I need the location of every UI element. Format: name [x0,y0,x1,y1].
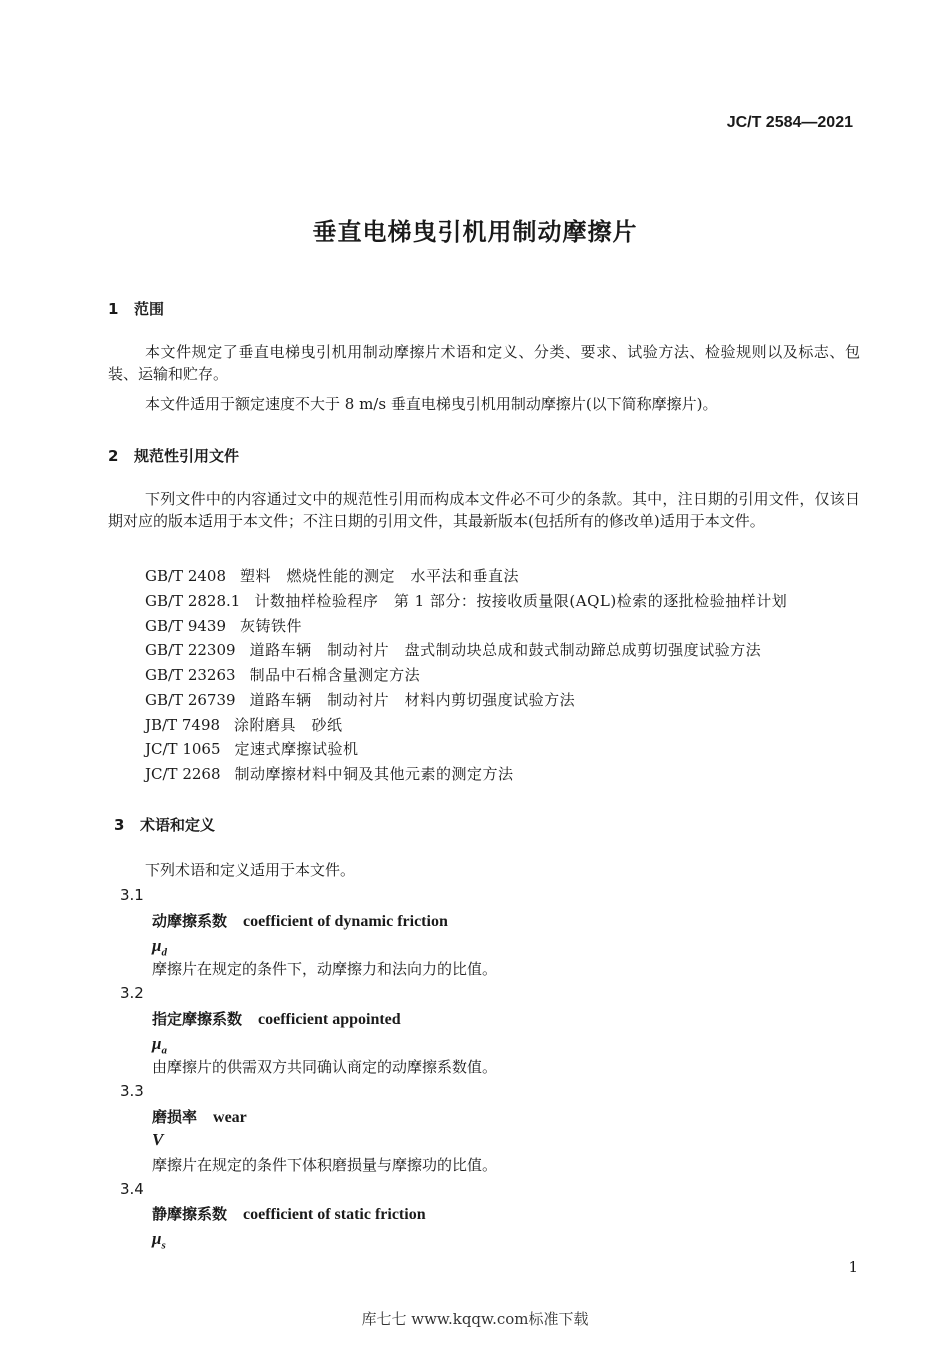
scope-paragraph-2: 本文件适用于额定速度不大于 8 m/s 垂直电梯曳引机用制动摩擦片(以下简称摩擦片)。 [145,395,718,413]
reference-item [145,689,575,710]
term-definition: 摩擦片在规定的条件下，动摩擦力和法向力的比值。 [152,960,498,978]
clause-number: 3.4 [120,1180,144,1198]
section-title: 范围 [134,300,165,318]
section-number: 2 [108,447,119,465]
reference-code: GB/T 2828.1 [145,592,241,610]
term-en: coefficient appointed [258,1011,401,1028]
document-title: 垂直电梯曳引机用制动摩擦片 [312,218,638,246]
reference-title: 灰铸铁件 [240,617,303,635]
reference-item [145,664,420,685]
symbol-base: μ [152,1034,162,1053]
term-definition: 摩擦片在规定的条件下体积磨损量与摩擦功的比值。 [152,1156,498,1174]
reference-code: JC/T 1065 [145,740,221,758]
reference-code: GB/T 22309 [145,641,236,659]
term-zh: 静摩擦系数 [152,1205,228,1223]
section-number: 1 [108,300,119,318]
reference-item [145,615,302,636]
page-number: 1 [848,1258,858,1276]
terms-intro: 下列术语和定义适用于本文件。 [145,861,356,879]
reference-title: 道路车辆 制动衬片 盘式制动块总成和鼓式制动蹄总成剪切强度试验方法 [249,641,762,659]
symbol-subscript: d [161,946,167,959]
term-symbol [152,936,167,958]
term-en: wear [213,1109,247,1126]
watermark-footer: 库七七 www.kqqw.com标准下载 [361,1310,589,1328]
term-zh: 磨损率 [152,1108,198,1126]
symbol-subscript: a [161,1044,167,1057]
section-number: 3 [114,816,125,834]
reference-code: GB/T 23263 [145,666,236,684]
term-en: coefficient of static friction [243,1206,426,1223]
section-title: 规范性引用文件 [134,447,240,465]
section-title: 术语和定义 [140,816,216,834]
references-intro: 下列文件中的内容通过文中的规范性引用而构成本文件必不可少的条款。其中，注日期的引用文件，仅该日期对应的版本适用于本文件；不注日期的引用文件，其最新版本(包括所有的修改单)适用于本文件。 [108,490,860,530]
reference-code: GB/T 26739 [145,691,236,709]
term-definition: 由摩擦片的供需双方共同确认商定的动摩擦系数值。 [152,1058,498,1076]
reference-item [145,714,343,735]
term-symbol [152,1034,167,1056]
reference-code: GB/T 2408 [145,567,227,585]
reference-item [145,763,514,784]
term-entry [152,1106,247,1127]
section-3-heading [114,814,215,835]
term-symbol [152,1229,166,1251]
term-zh: 指定摩擦系数 [152,1010,243,1028]
clause-number: 3.2 [120,984,144,1002]
reference-title: 计数抽样检验程序 第 1 部分：按接收质量限(AQL)检索的逐批检验抽样计划 [254,592,788,610]
standard-number: JC/T 2584—2021 [726,114,853,131]
reference-item [145,639,761,660]
symbol-base: μ [152,936,162,955]
symbol-base: μ [152,1229,162,1248]
section-1-heading [108,298,164,319]
reference-title: 塑料 燃烧性能的测定 水平法和垂直法 [240,567,520,585]
clause-number: 3.1 [120,886,144,904]
reference-title: 制品中石棉含量测定方法 [249,666,421,684]
scope-paragraph-1: 本文件规定了垂直电梯曳引机用制动摩擦片术语和定义、分类、要求、试验方法、检验规则以及标志、包装、运输和贮存。 [108,343,860,383]
term-en: coefficient of dynamic friction [243,913,448,930]
reference-title: 道路车辆 制动衬片 材料内剪切强度试验方法 [249,691,576,709]
reference-item [145,590,787,611]
term-symbol [152,1130,163,1152]
reference-code: GB/T 9439 [145,617,227,635]
symbol-subscript: s [161,1239,166,1252]
reference-title: 定速式摩擦试验机 [234,740,359,758]
term-zh: 动摩擦系数 [152,912,228,930]
section-2-heading [108,445,239,466]
reference-item [145,738,359,759]
reference-title: 制动摩擦材料中铜及其他元素的测定方法 [234,765,514,783]
reference-code: JB/T 7498 [145,716,221,734]
symbol-base: V [152,1130,164,1149]
reference-code: JC/T 2268 [145,765,221,783]
term-entry [152,1008,401,1029]
reference-item [145,565,519,586]
term-entry [152,1203,426,1224]
clause-number: 3.3 [120,1082,144,1100]
term-entry [152,910,448,931]
reference-title: 涂附磨具 砂纸 [234,716,343,734]
